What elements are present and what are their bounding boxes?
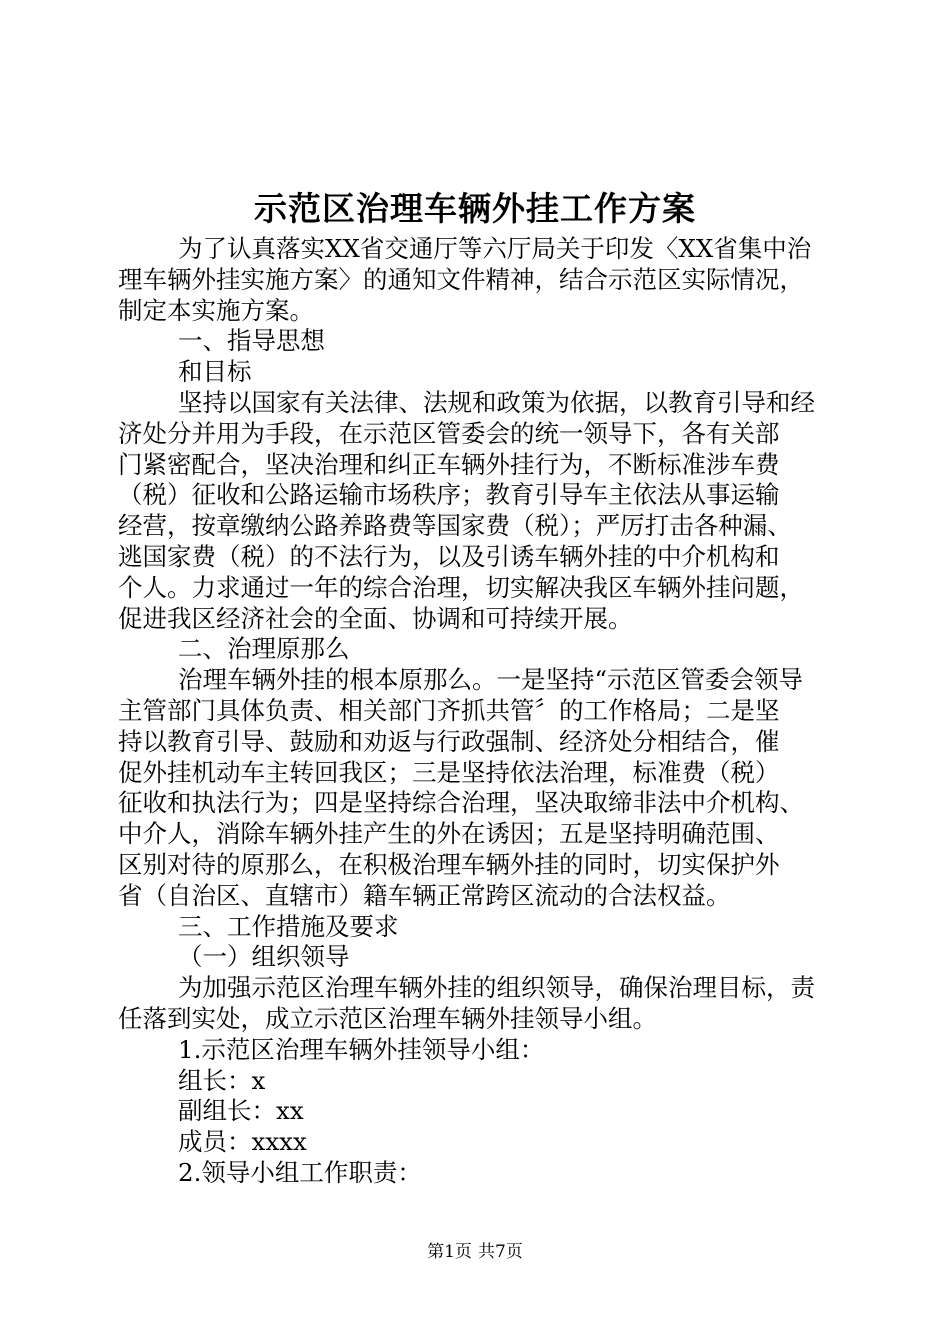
page-number-current: 第1页: [427, 1242, 472, 1262]
text-line: 坚持以国家有关法律、法规和政策为依据，以教育引导和经: [178, 387, 815, 417]
section-heading: 和目标: [178, 357, 252, 387]
text-line: 逃国家费（税）的不法行为，以及引诱车辆外挂的中介机构和: [118, 541, 780, 571]
text-line: 经营，按章缴纳公路养路费等国家费（税）；严厉打击各种漏、: [118, 511, 792, 541]
text-line: 任落到实处，成立示范区治理车辆外挂领导小组。: [118, 1003, 657, 1033]
text-line: 区别对待的原那么，在积极治理车辆外挂的同时，切实保护外: [118, 849, 780, 879]
text-line: 主管部门具体负责、相关部门齐抓共管〞的工作格局；二是坚: [118, 695, 780, 725]
list-heading: 1.示范区治理车辆外挂领导小组：: [178, 1034, 545, 1064]
text-line: 制定本实施方案。: [118, 295, 314, 325]
section-heading: 三、工作措施及要求: [178, 911, 399, 941]
page-footer: [0, 1240, 950, 1264]
text-line: 征收和执法行为；四是坚持综合治理，坚决取缔非法中介机构、: [118, 788, 804, 818]
list-item: 副组长：xx: [178, 1096, 304, 1126]
section-heading: 二、治理原那么: [178, 634, 350, 664]
list-item: 组长：x: [178, 1065, 266, 1095]
text-line: 促进我区经济社会的全面、协调和可持续开展。: [118, 603, 633, 633]
document-body: [118, 234, 840, 1189]
text-line: 济处分并用为手段，在示范区管委会的统一领导下，各有关部: [118, 418, 780, 448]
section-heading: 一、指导思想: [178, 326, 325, 356]
text-line: 治理车辆外挂的根本原那么。一是坚持“示范区管委会领导: [178, 665, 804, 695]
text-line: 门紧密配合，坚决治理和纠正车辆外挂行为，不断标准涉车费: [118, 449, 780, 479]
text-line: 持以教育引导、鼓励和劝返与行政强制、经济处分相结合，催: [118, 726, 780, 756]
text-line: 个人。力求通过一年的综合治理，切实解决我区车辆外挂问题，: [118, 572, 804, 602]
text-line: 促外挂机动车主转回我区；三是坚持依法治理，标准费（税）: [118, 757, 780, 787]
list-item: 成员：xxxx: [178, 1127, 307, 1157]
text-line: 为加强示范区治理车辆外挂的组织领导，确保治理目标，责: [178, 973, 815, 1003]
text-line: 理车辆外挂实施方案〉的通知文件精神，结合示范区实际情况，: [118, 264, 804, 294]
text-line: （税）征收和公路运输市场秩序；教育引导车主依法从事运输: [118, 480, 780, 510]
subsection-heading: （一）组织领导: [178, 942, 350, 972]
list-heading: 2.领导小组工作职责：: [178, 1157, 422, 1187]
text-line: 中介人，消除车辆外挂产生的外在诱因；五是坚持明确范围、: [118, 819, 780, 849]
text-line: 省（自治区、直辖市）籍车辆正常跨区流动的合法权益。: [118, 880, 731, 910]
text-line: 为了认真落实XX省交通厅等六厅局关于印发〈XX省集中治: [178, 234, 812, 263]
page-number-total: 共7页: [478, 1242, 523, 1262]
document-title: 示范区治理车辆外挂工作方案: [254, 189, 696, 228]
